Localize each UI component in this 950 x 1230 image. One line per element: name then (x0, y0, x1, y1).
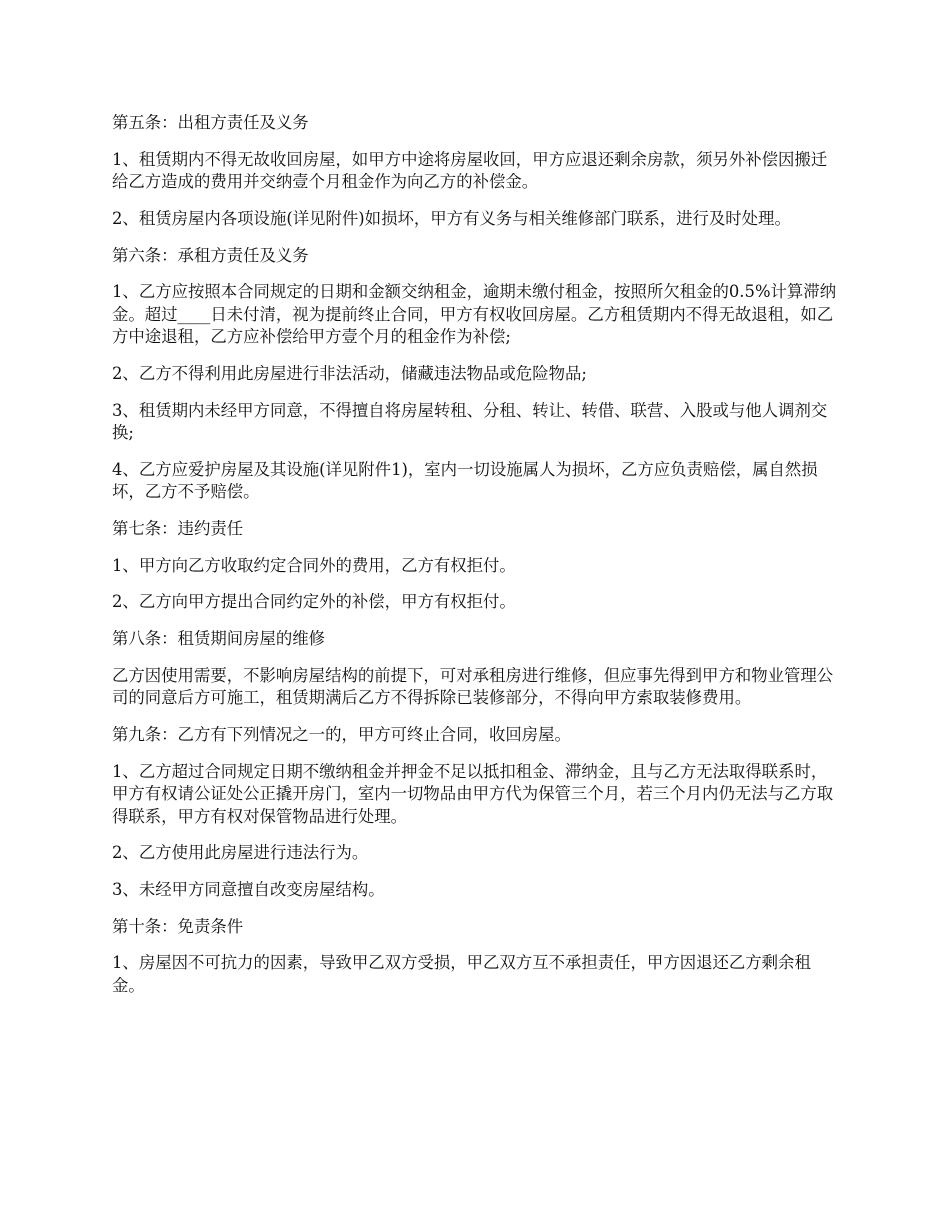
heading-article-7: 第七条：违约责任 (112, 519, 244, 538)
clause-7-1: 1、甲方向乙方收取约定合同外的费用，乙方有权拒付。 (112, 555, 516, 575)
clause-8-body: 乙方因使用需要，不影响房屋结构的前提下，可对承租房进行维修，但应事先得到甲方和物业管理公司的同意后方可施工，租赁期满后乙方不得拆除已装修部分，不得向甲方索取装修费用。 (112, 665, 834, 708)
document-page (112, 112, 842, 1012)
heading-article-6: 第六条：承租方责任及义务 (112, 245, 309, 265)
clause-10-1: 1、房屋因不可抗力的因素，导致甲乙双方受损，甲乙双方互不承担责任，甲方因退还乙方剩余租金。 (112, 953, 811, 995)
clause-9-1: 1、乙方超过合同规定日期不缴纳租金并押金不足以抵扣租金、滞纳金，且与乙方无法取得联系时，甲方有权请公证处公正撬开房门，室内一切物品由甲方代为保管三个月，若三个月内仍无法与乙方取得联系，甲方有权对保管物品进行处理。 (112, 761, 834, 826)
clause-6-1: 1、乙方应按照本合同规定的日期和金额交纳租金，逾期未缴付租金，按照所欠租金的0.5%计算滞纳金。超过____日未付清，视为提前终止合同，甲方有权收回房屋。乙方租赁期内不得无故退租，如乙方中途退租，乙方应补偿给甲方壹个月的租金作为补偿; (112, 282, 837, 347)
clause-9-3: 3、未经甲方同意擅自改变房屋结构。 (112, 880, 385, 899)
clause-7-2: 2、乙方向甲方提出合同约定外的补偿，甲方有权拒付。 (112, 592, 516, 612)
clause-6-4: 4、乙方应爱护房屋及其设施(详见附件1)，室内一切设施属人为损坏，乙方应负责赔偿，属自然损坏，乙方不予赔偿。 (112, 459, 818, 502)
clause-6-3: 3、租赁期内未经甲方同意，不得擅自将房屋转租、分租、转让、转借、联营、入股或与他人调剂交换; (112, 400, 828, 443)
heading-article-9: 第九条：乙方有下列情况之一的，甲方可终止合同，收回房屋。 (112, 724, 571, 744)
clause-6-2: 2、乙方不得利用此房屋进行非法活动，储藏违法物品或危险物品; (112, 363, 587, 383)
clause-5-2: 2、租赁房屋内各项设施(详见附件)如损坏，甲方有义务与相关维修部门联系，进行及时处理。 (112, 208, 791, 228)
heading-article-8: 第八条：租赁期间房屋的维修 (112, 629, 326, 649)
clause-9-2: 2、乙方使用此房屋进行违法行为。 (112, 843, 369, 863)
heading-article-10: 第十条：免责条件 (112, 916, 244, 936)
heading-article-5: 第五条：出租方责任及义务 (112, 113, 309, 132)
clause-5-1: 1、租赁期内不得无故收回房屋，如甲方中途将房屋收回，甲方应退还剩余房款，须另外补偿因搬迁给乙方造成的费用并交纳壹个月租金作为向乙方的补偿金。 (112, 149, 828, 192)
